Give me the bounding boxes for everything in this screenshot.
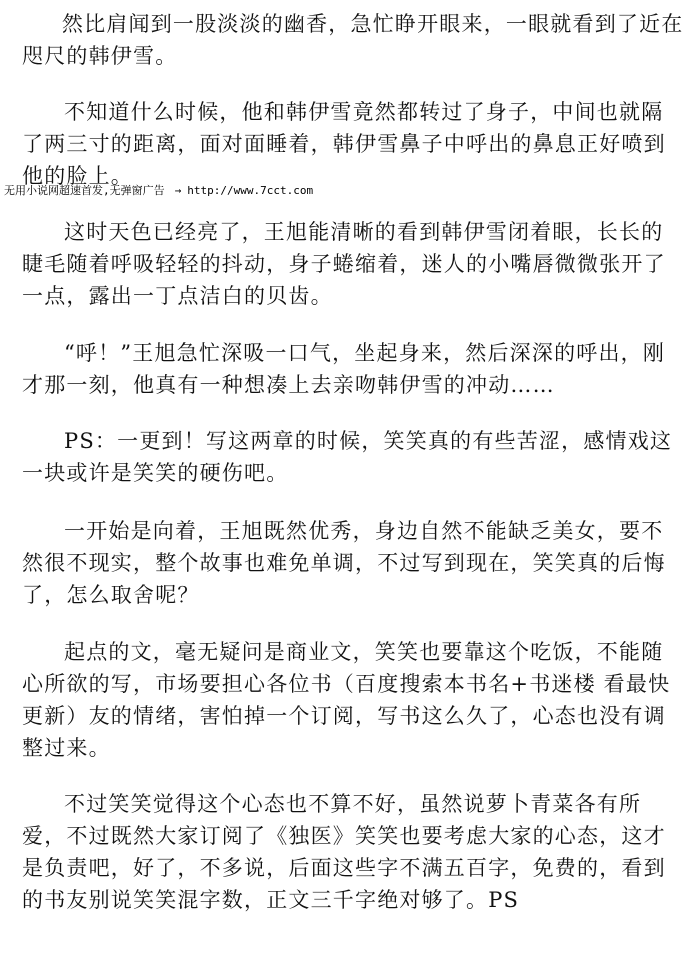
paragraph-3: 这时天色已经亮了，王旭能清晰的看到韩伊雪闭着眼，长长的睫毛随着呼吸轻轻的抖动，身子蜷缩着，迷人的小嘴唇微微张开了一点，露出一丁点洁白的贝齿。: [22, 220, 666, 308]
ad-link[interactable]: http://www.7cct.com: [187, 184, 314, 197]
paragraph-2: 不知道什么时候，他和韩伊雪竟然都转过了身子，中间也就隔了两三寸的距离，面对面睡着，韩伊雪鼻子中呼出的鼻息正好喷到他的脸上。: [22, 100, 666, 188]
arrow-icon: →: [174, 184, 182, 197]
paragraph-4: “呼！”王旭急忙深吸一口气，坐起身来，然后深深的呼出，刚才那一刻，他真有一种想凑上去亲吻韩伊雪的冲动……: [22, 341, 666, 397]
paragraph-1: 然比肩闻到一股淡淡的幽香，急忙睁开眼来，一眼就看到了近在咫尺的韩伊雪。: [22, 12, 684, 68]
ad-text: 无用小说网超速首发,无弹窗广告: [4, 184, 165, 197]
paragraph-6: 一开始是向着，王旭既然优秀，身边自然不能缺乏美女，要不然很不现实，整个故事也难免单调，不过写到现在，笑笑真的后悔了，怎么取舍呢？: [22, 519, 666, 607]
paragraph-7: 起点的文，毫无疑问是商业文，笑笑也要靠这个吃饭，不能随心所欲的写，市场要担心各位书（百度搜索本书名+书迷楼 看最快更新）友的情绪，害怕掉一个订阅，写书这么久了，心态也没有调整过来。: [22, 640, 671, 760]
ad-banner[interactable]: [4, 184, 313, 198]
paragraph-5-ps: PS：一更到！写这两章的时候，笑笑真的有些苦涩，感情戏这一块或许是笑笑的硬伤吧。: [22, 429, 673, 485]
paragraph-8: 不过笑笑觉得这个心态也不算不好，虽然说萝卜青菜各有所爱，不过既然大家订阅了《独医》笑笑也要考虑大家的心态，这才是负责吧，好了，不多说，后面这些字不满五百字，免费的，看到的书友别说笑笑混字数，正文三千字绝对够了。PS: [22, 792, 666, 912]
